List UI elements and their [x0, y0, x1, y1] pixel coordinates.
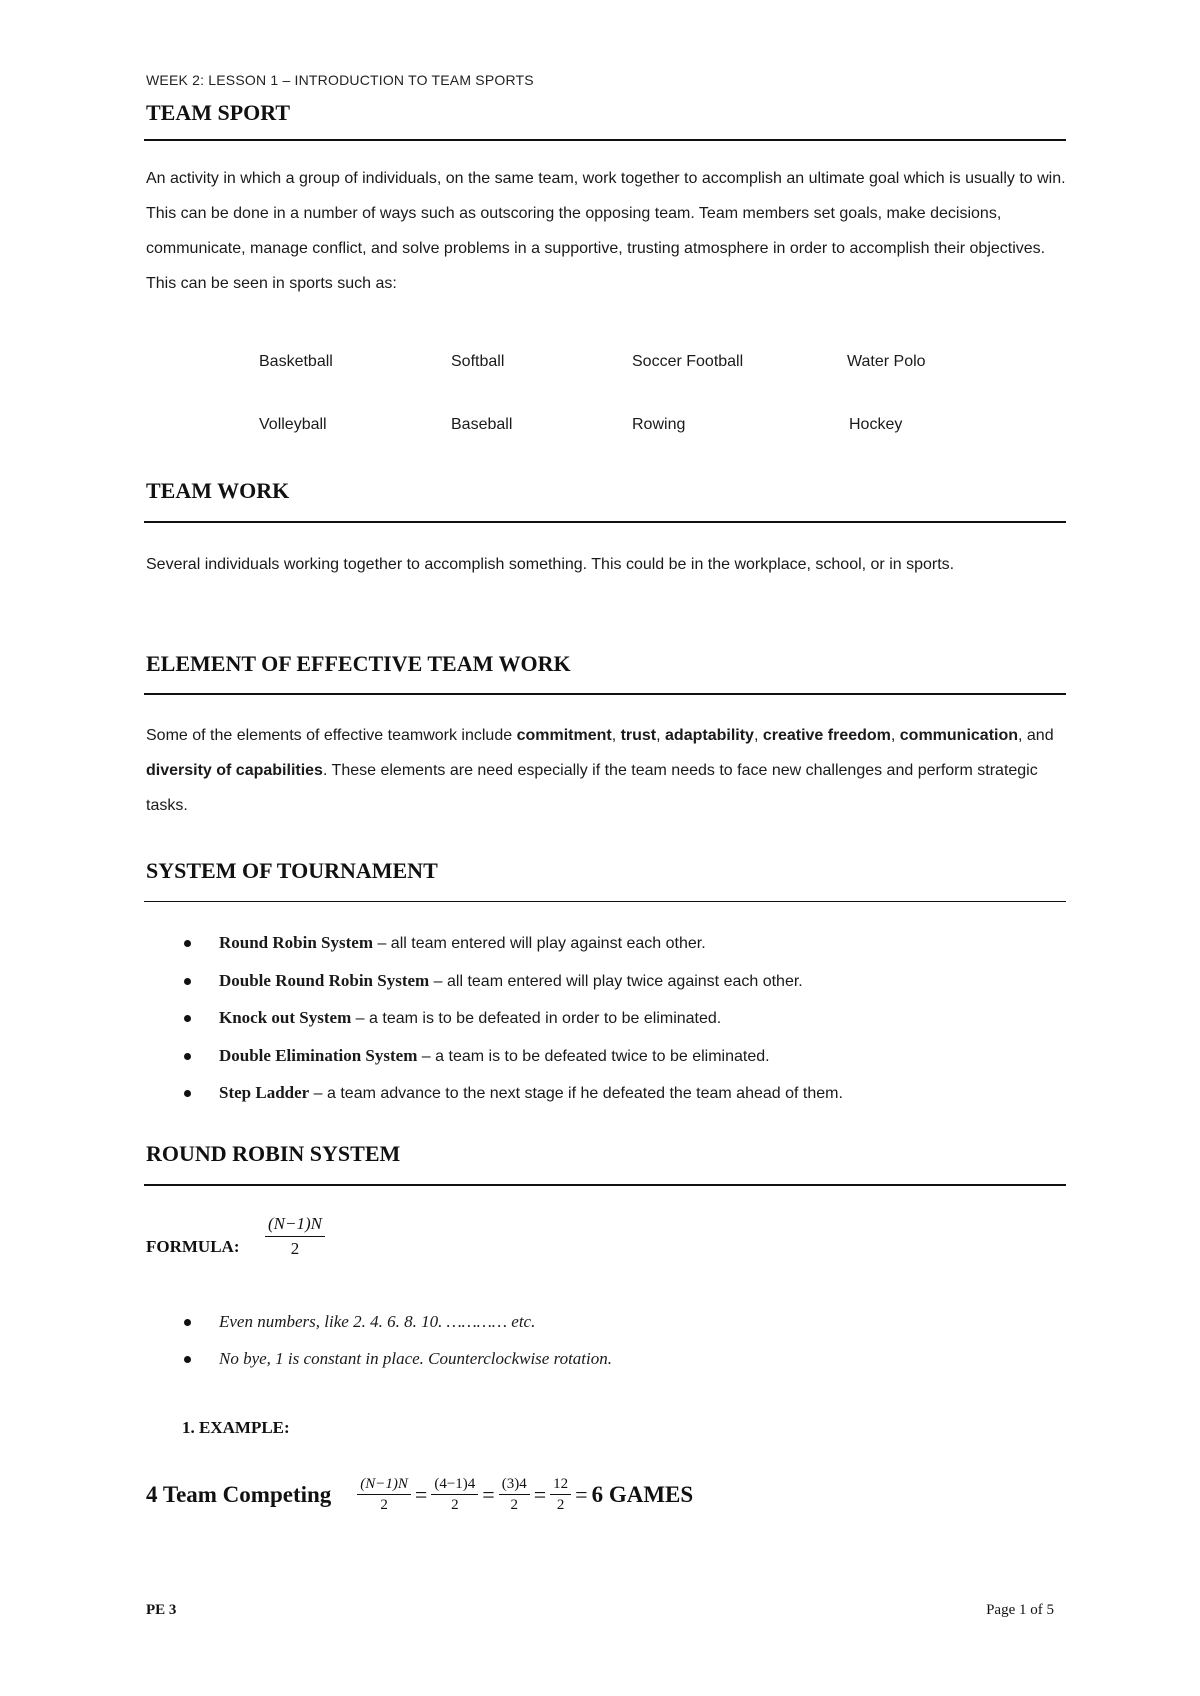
- section-heading-round-robin: ROUND ROBIN SYSTEM: [146, 1141, 401, 1166]
- bullet-icon: [184, 1015, 191, 1022]
- equals-sign: =: [533, 1481, 547, 1507]
- equation-fraction: $\frac{(N-1)N}{2}$: [357, 1474, 411, 1515]
- page-header: WEEK 2: LESSON 1 – INTRODUCTION TO TEAM SPORTS: [146, 72, 534, 88]
- example-result: 6 GAMES: [591, 1481, 694, 1507]
- list-item: Double Elimination System – a team is to be defeated twice to be eliminated.: [184, 1038, 843, 1076]
- equals-sign: =: [414, 1481, 428, 1507]
- section-rule: [144, 693, 1066, 695]
- sport-item: Soccer Football: [632, 353, 744, 370]
- term-trust: trust: [620, 727, 657, 744]
- bullet-icon: [184, 1356, 191, 1363]
- formula-notes: [184, 1304, 612, 1377]
- equation-fraction: $\frac{12}{2}$: [550, 1474, 571, 1515]
- formula-label: FORMULA:: [146, 1237, 240, 1256]
- equals-sign: =: [575, 1481, 588, 1507]
- example-title: 4 Team Competing: [146, 1481, 332, 1507]
- sport-item: Rowing: [632, 416, 686, 433]
- tournament-list: [184, 925, 843, 1113]
- section-rule: [144, 901, 1066, 902]
- bullet-icon: [184, 978, 191, 985]
- term-communication: communication: [899, 727, 1019, 744]
- sport-item: Hockey: [849, 416, 903, 433]
- footer-page-number: Page 1 of 5: [986, 1602, 1054, 1618]
- section-rule: [144, 521, 1066, 523]
- sport-item: Basketball: [259, 353, 333, 370]
- sport-item: Water Polo: [847, 353, 926, 370]
- list-item: Step Ladder – a team advance to the next stage if he defeated the team ahead of them.: [184, 1075, 843, 1113]
- section-heading-team-sport: TEAM SPORT: [146, 100, 291, 125]
- list-item: Knock out System – a team is to be defeated in order to be eliminated.: [184, 1000, 843, 1038]
- section-rule: [144, 1184, 1066, 1186]
- elements-paragraph: Some of the elements of effective teamwork include commitment, trust, adaptability, creative freedom, communication, and diversity of capabilities. These elements are need especially if the team needs to face new challenges and perform strategic tasks.: [146, 727, 1054, 814]
- formula-fraction: $\frac{(N-1)N}{2}$: [265, 1212, 325, 1261]
- equation-fraction: $\frac{(3)4}{2}$: [499, 1474, 530, 1515]
- term-creative-freedom: creative freedom: [762, 727, 891, 744]
- term-commitment: commitment: [516, 727, 612, 744]
- equation-fraction: $\frac{(4-1)4}{2}$: [431, 1474, 478, 1515]
- example-label: 1. EXAMPLE:: [182, 1418, 290, 1437]
- term-diversity: diversity of capabilities: [146, 762, 323, 779]
- example-equation: [146, 1474, 693, 1515]
- team-sport-paragraph: An activity in which a group of individuals, on the same team, work together to accomplish an ultimate goal which is usually to win. This can be done in a number of ways such as outscoring the opposing team. Team members set goals, make decisions, communicate, manage conflict, and solve problems in a supportive, trusting atmosphere in order to accomplish their objectives. This can be seen in sports such as:: [146, 170, 1066, 292]
- term-adaptability: adaptability: [665, 727, 754, 744]
- team-work-paragraph: Several individuals working together to accomplish something. This could be in the workplace, school, or in sports.: [146, 556, 955, 573]
- list-item: Round Robin System – all team entered will play against each other.: [184, 925, 843, 963]
- bullet-icon: [184, 1053, 191, 1060]
- section-rule: [144, 139, 1066, 141]
- bullet-icon: [184, 1319, 191, 1326]
- bullet-icon: [184, 940, 191, 947]
- section-heading-elements: ELEMENT OF EFFECTIVE TEAM WORK: [146, 651, 571, 676]
- list-item: Double Round Robin System – all team entered will play twice against each other.: [184, 963, 843, 1001]
- list-item: Even numbers, like 2. 4. 6. 8. 10. ………… etc.: [184, 1304, 612, 1341]
- sport-item: Baseball: [451, 416, 513, 433]
- list-item: No bye, 1 is constant in place. Counterclockwise rotation.: [184, 1341, 612, 1378]
- section-heading-tournament: SYSTEM OF TOURNAMENT: [146, 858, 438, 883]
- sport-item: Volleyball: [259, 416, 327, 433]
- footer-course: PE 3: [146, 1602, 177, 1618]
- bullet-icon: [184, 1090, 191, 1097]
- sport-item: Softball: [451, 353, 505, 370]
- section-heading-team-work: TEAM WORK: [146, 478, 290, 503]
- equals-sign: =: [482, 1481, 495, 1507]
